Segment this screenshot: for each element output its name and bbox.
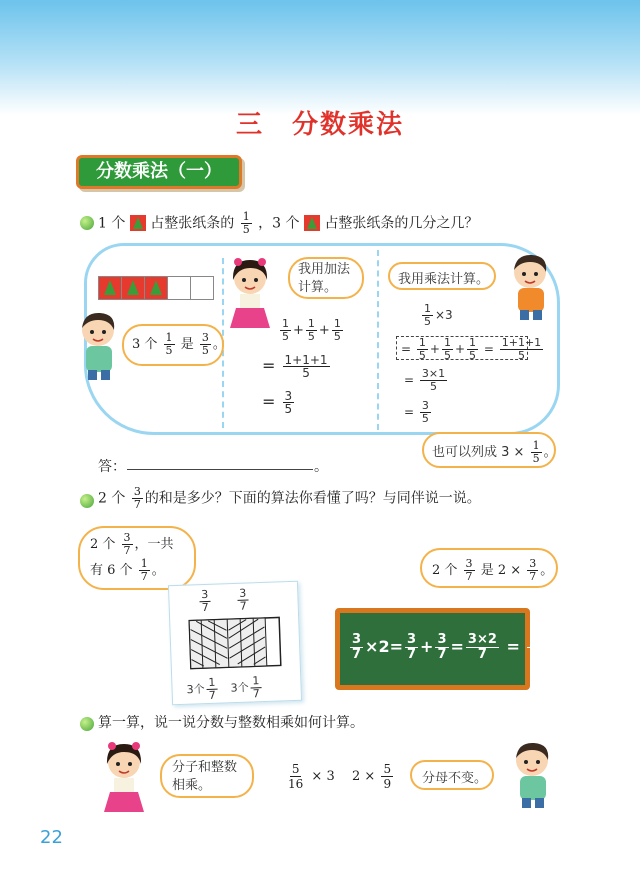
- answer-label: 答：: [98, 459, 126, 475]
- speech-bubble: 2 个 $\frac{3}{7}$ ，一共 有 6 个 $\frac{1}{7}$ 。: [78, 526, 196, 590]
- tree-icon: [99, 277, 122, 299]
- empty-cell: [168, 277, 191, 299]
- expression-2: 2 × $\frac{5}{9}$: [352, 762, 392, 791]
- fraction: $\frac{3}{7}$: [133, 485, 141, 511]
- question-2: 2 个 $\frac{3}{7}$ 的和是多少？下面的算法你看懂了吗？与同伴说一说。: [98, 485, 481, 511]
- question-3: 算一算，说一说分数与整数相乘如何计算。: [98, 715, 364, 731]
- speech-bubble: 分母不变。: [410, 760, 494, 790]
- boy-illustration: [508, 738, 556, 810]
- chapter-title: [0, 104, 640, 141]
- boy-illustration: [506, 250, 554, 322]
- fraction: $\frac{1}{5}$: [242, 210, 250, 236]
- multiplication-step: = $\frac{3\times 1}{5}$: [404, 367, 446, 393]
- girl-illustration: [226, 254, 276, 334]
- multiplication-result: = $\frac{3}{5}$: [404, 399, 429, 425]
- bullet-icon: [80, 494, 94, 508]
- tree-icon: [130, 215, 146, 231]
- tree-icon: [145, 277, 168, 299]
- speech-bubble: 2 个 $\frac{3}{7}$ 是 2 × $\frac{3}{7}$ 。: [420, 548, 558, 588]
- addition-work: $\frac{1}{5}$ + $\frac{1}{5}$ + $\frac{1}{5}$: [282, 317, 341, 343]
- hatched-diagram: $\frac{3}{7}$ $\frac{3}{7}$ 3个 $\frac{1}{7}$ 3个 $\frac{1}{7}$: [168, 581, 302, 705]
- girl-illustration: [100, 738, 150, 818]
- tree-icon: [304, 215, 320, 231]
- boy-illustration: [74, 308, 124, 382]
- section-title: 分数乘法（一）: [76, 155, 242, 189]
- addition-sum: = $\frac{1+1+1}{5}$: [262, 353, 328, 380]
- expression-1: $\frac{5}{16}$ × 3: [288, 762, 335, 791]
- empty-cell: [191, 277, 213, 299]
- divider: [377, 250, 379, 430]
- speech-bubble: 我用乘法计算。: [388, 262, 496, 290]
- bullet-icon: [80, 717, 94, 731]
- sky-header: [0, 0, 640, 115]
- multiplication-expression: $\frac{1}{5}$ ×3: [424, 302, 453, 328]
- addition-result: = $\frac{3}{5}$: [262, 389, 293, 416]
- paper-strip: [98, 276, 214, 300]
- answer-end: 。: [314, 459, 328, 475]
- answer-blank[interactable]: [127, 469, 313, 470]
- multiplication-row: = $\frac{1}{5}$ + $\frac{1}{5}$ + $\frac{1}{5}$ = $\frac{1+1+1}{5}$: [396, 336, 528, 360]
- chapter-name: 分数乘法: [292, 110, 405, 140]
- chapter-number: 三: [235, 110, 264, 140]
- chalkboard: $\frac{3}{7}$ ×2= $\frac{3}{7}$ + $\frac{3}{7}$ = $\frac{3\times 2}{7}$ = $\frac{6}{7}$: [335, 608, 530, 690]
- fraction: $\frac{1}{5}$: [165, 331, 173, 357]
- question-1: 1 个 占整张纸条的 $\frac{1}{5}$ ，3 个 占整张纸条的几分之几？: [98, 210, 479, 236]
- speech-bubble: 我用加法 计算。: [288, 257, 364, 299]
- speech-bubble: 3 个 $\frac{1}{5}$ 是 $\frac{3}{5}$ 。: [122, 324, 224, 366]
- bullet-icon: [80, 216, 94, 230]
- page-number: 22: [40, 827, 63, 848]
- tree-icon: [122, 277, 145, 299]
- speech-bubble: 分子和整数 相乘。: [160, 754, 254, 798]
- fraction: $\frac{3}{5}$: [201, 331, 209, 357]
- hatched-bar: [188, 616, 282, 669]
- speech-bubble: 也可以列成 3 × $\frac{1}{5}$ 。: [422, 432, 556, 468]
